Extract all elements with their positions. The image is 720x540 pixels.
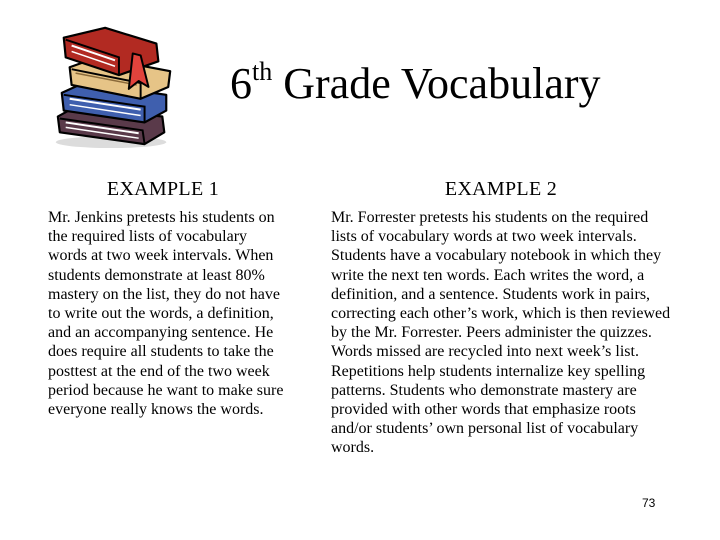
page-number: 73 [642, 496, 656, 510]
books-stack-icon [46, 14, 184, 152]
example-2-body: Mr. Forrester pretests his students on the required lists of vocabulary words at two week intervals. Students have a vocabulary notebook in which they write the next ten words. Each writes the word, a definition, and a sentence. Students work in pairs, correcting each other’s work, which is then reviewed by the Mr. Forrester. Peers administer the quizzes. Words missed are recycled into next week’s list. Repetitions help students internalize key spelling patterns. Students who demonstrate mastery are provided with other words that emphasize roots and/or students’ own personal list of vocabulary words. [331, 209, 671, 457]
example-2-heading: EXAMPLE 2 [444, 178, 558, 200]
page-title [230, 58, 601, 110]
title-text: Grade Vocabulary [283, 59, 601, 108]
example-1-heading: EXAMPLE 1 [106, 178, 220, 200]
example-1-body: Mr. Jenkins pretests his students on the required lists of vocabulary words at two week intervals. When students demonstrate at least 80% mastery on the list, they do not have to write out the words, a definition, and an accompanying sentence. He does require all students to take the posttest at the end of the two week period because he want to make sure everyone really knows the words. [48, 209, 284, 419]
title-number: 6 [230, 59, 252, 108]
title-superscript: th [252, 57, 273, 86]
